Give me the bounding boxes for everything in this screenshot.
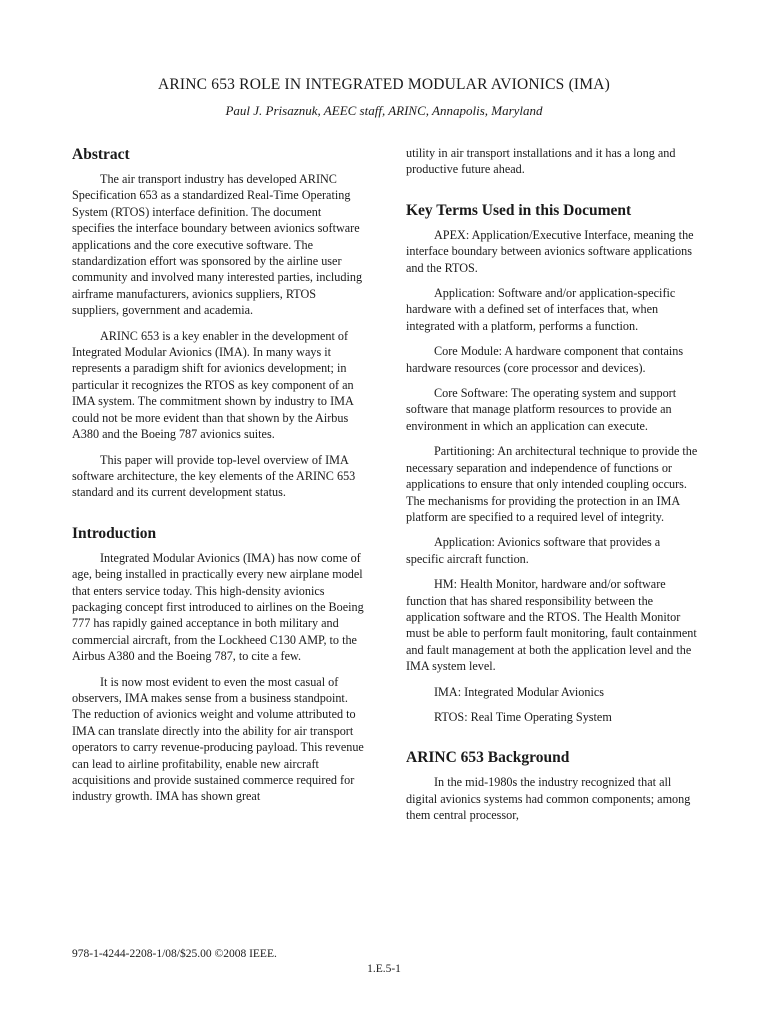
background-heading: ARINC 653 Background bbox=[406, 749, 570, 767]
introduction-heading: Introduction bbox=[72, 524, 157, 542]
key-term-core-software: Core Software: The operating system and support software that manage platform resources to provide an environment in which an application can execute. bbox=[406, 386, 677, 433]
right-column bbox=[406, 145, 698, 833]
intro-paragraph: It is now most evident to even the most casual of observers, IMA makes sense from a business standpoint. The reduction of avionics weight and volume attributed to IMA can translate directly into the ability for air transport operators to carry revenue-producing payload. This revenue can lead to airline profitability, enable new aircraft acquisitions and provide sustained commerce required for industry growth. IMA has shown great bbox=[72, 674, 364, 804]
abstract-heading: Abstract bbox=[72, 146, 130, 163]
key-term-apex: APEX: Application/Executive Interface, meaning the interface boundary between avionics software applications and the RTOS. bbox=[406, 227, 694, 275]
abstract-paragraph: ARINC 653 is a key enabler in the development of Integrated Modular Avionics (IMA). In many ways it represents a paradigm shift for avionics development; in particular it recognizes the RTOS as key component of an IMA system. The commitment shown by industry to IMA could not be more evident than that shown by the Airbus A380 and the Boeing 787 avionics suites. bbox=[72, 328, 354, 442]
page-number: 1.E.5-1 bbox=[367, 963, 401, 975]
paper-title: ARINC 653 ROLE IN INTEGRATED MODULAR AVIONICS (IMA) bbox=[157, 76, 611, 93]
key-term-hm: HM: Health Monitor, hardware and/or software function that has shared responsibility between the application software and the RTOS. The Health Monitor must be able to perform fault monitoring, fault containment and fault management at both the application level and the IMA system level. bbox=[406, 577, 697, 674]
key-term-partitioning: Partitioning: An architectural technique to provide the necessary separation and independence of functions or applications to ensure that only intended coupling occurs. The mechanisms for providing the protection in an IMA platform are specified to a required level of integrity. bbox=[406, 444, 698, 524]
footer-isbn: 978-1-4244-2208-1/08/$25.00 ©2008 IEEE. bbox=[72, 948, 277, 960]
key-term-core-module: Core Module: A hardware component that contains hardware resources (core processor and devices). bbox=[406, 344, 684, 375]
key-term-rtos: RTOS: Real Time Operating System bbox=[434, 709, 612, 724]
abstract-paragraph: This paper will provide top-level overview of IMA software architecture, the key elements of the ARINC 653 standard and its current development status. bbox=[72, 452, 356, 500]
background-paragraph: In the mid-1980s the industry recognized that all digital avionics systems had common components; among them central processor, bbox=[406, 775, 691, 823]
key-term-application: Application: Software and/or application-specific hardware with a defined set of interfaces that, when integrated with a platform, performs a function. bbox=[406, 286, 676, 333]
key-term-ima: IMA: Integrated Modular Avionics bbox=[434, 684, 605, 699]
intro-paragraph: Integrated Modular Avionics (IMA) has now come of age, being installed in practically every new airplane model that enters service today. This high-density avionics packaging concept first introduced to airlines on the Boeing 777 has rapidly gained acceptance in both military and commercial aircraft, from the Lockheed C130 AMP, to the Airbus A380 and the Boeing 787, to cite a few. bbox=[72, 550, 364, 664]
left-column bbox=[72, 145, 364, 814]
key-terms-heading: Key Terms Used in this Document bbox=[406, 201, 632, 219]
abstract-paragraph: The air transport industry has developed ARINC Specification 653 as a standardized Real-Time Operating System (RTOS) interface definition. The document specifies the interface boundary between avionics software applications and the core executive software. The standardization effort was sponsored by the airline user community and involved many interested parties, including airframe manufacturers, avionics suppliers, RTOS suppliers, government and academia. bbox=[72, 172, 363, 318]
continuation-paragraph: utility in air transport installations and it has a long and productive future ahead. bbox=[406, 146, 676, 177]
paper-authors: Paul J. Prisaznuk, AEEC staff, ARINC, Annapolis, Maryland bbox=[225, 103, 543, 118]
key-term-application-2: Application: Avionics software that provides a specific aircraft function. bbox=[406, 535, 661, 566]
